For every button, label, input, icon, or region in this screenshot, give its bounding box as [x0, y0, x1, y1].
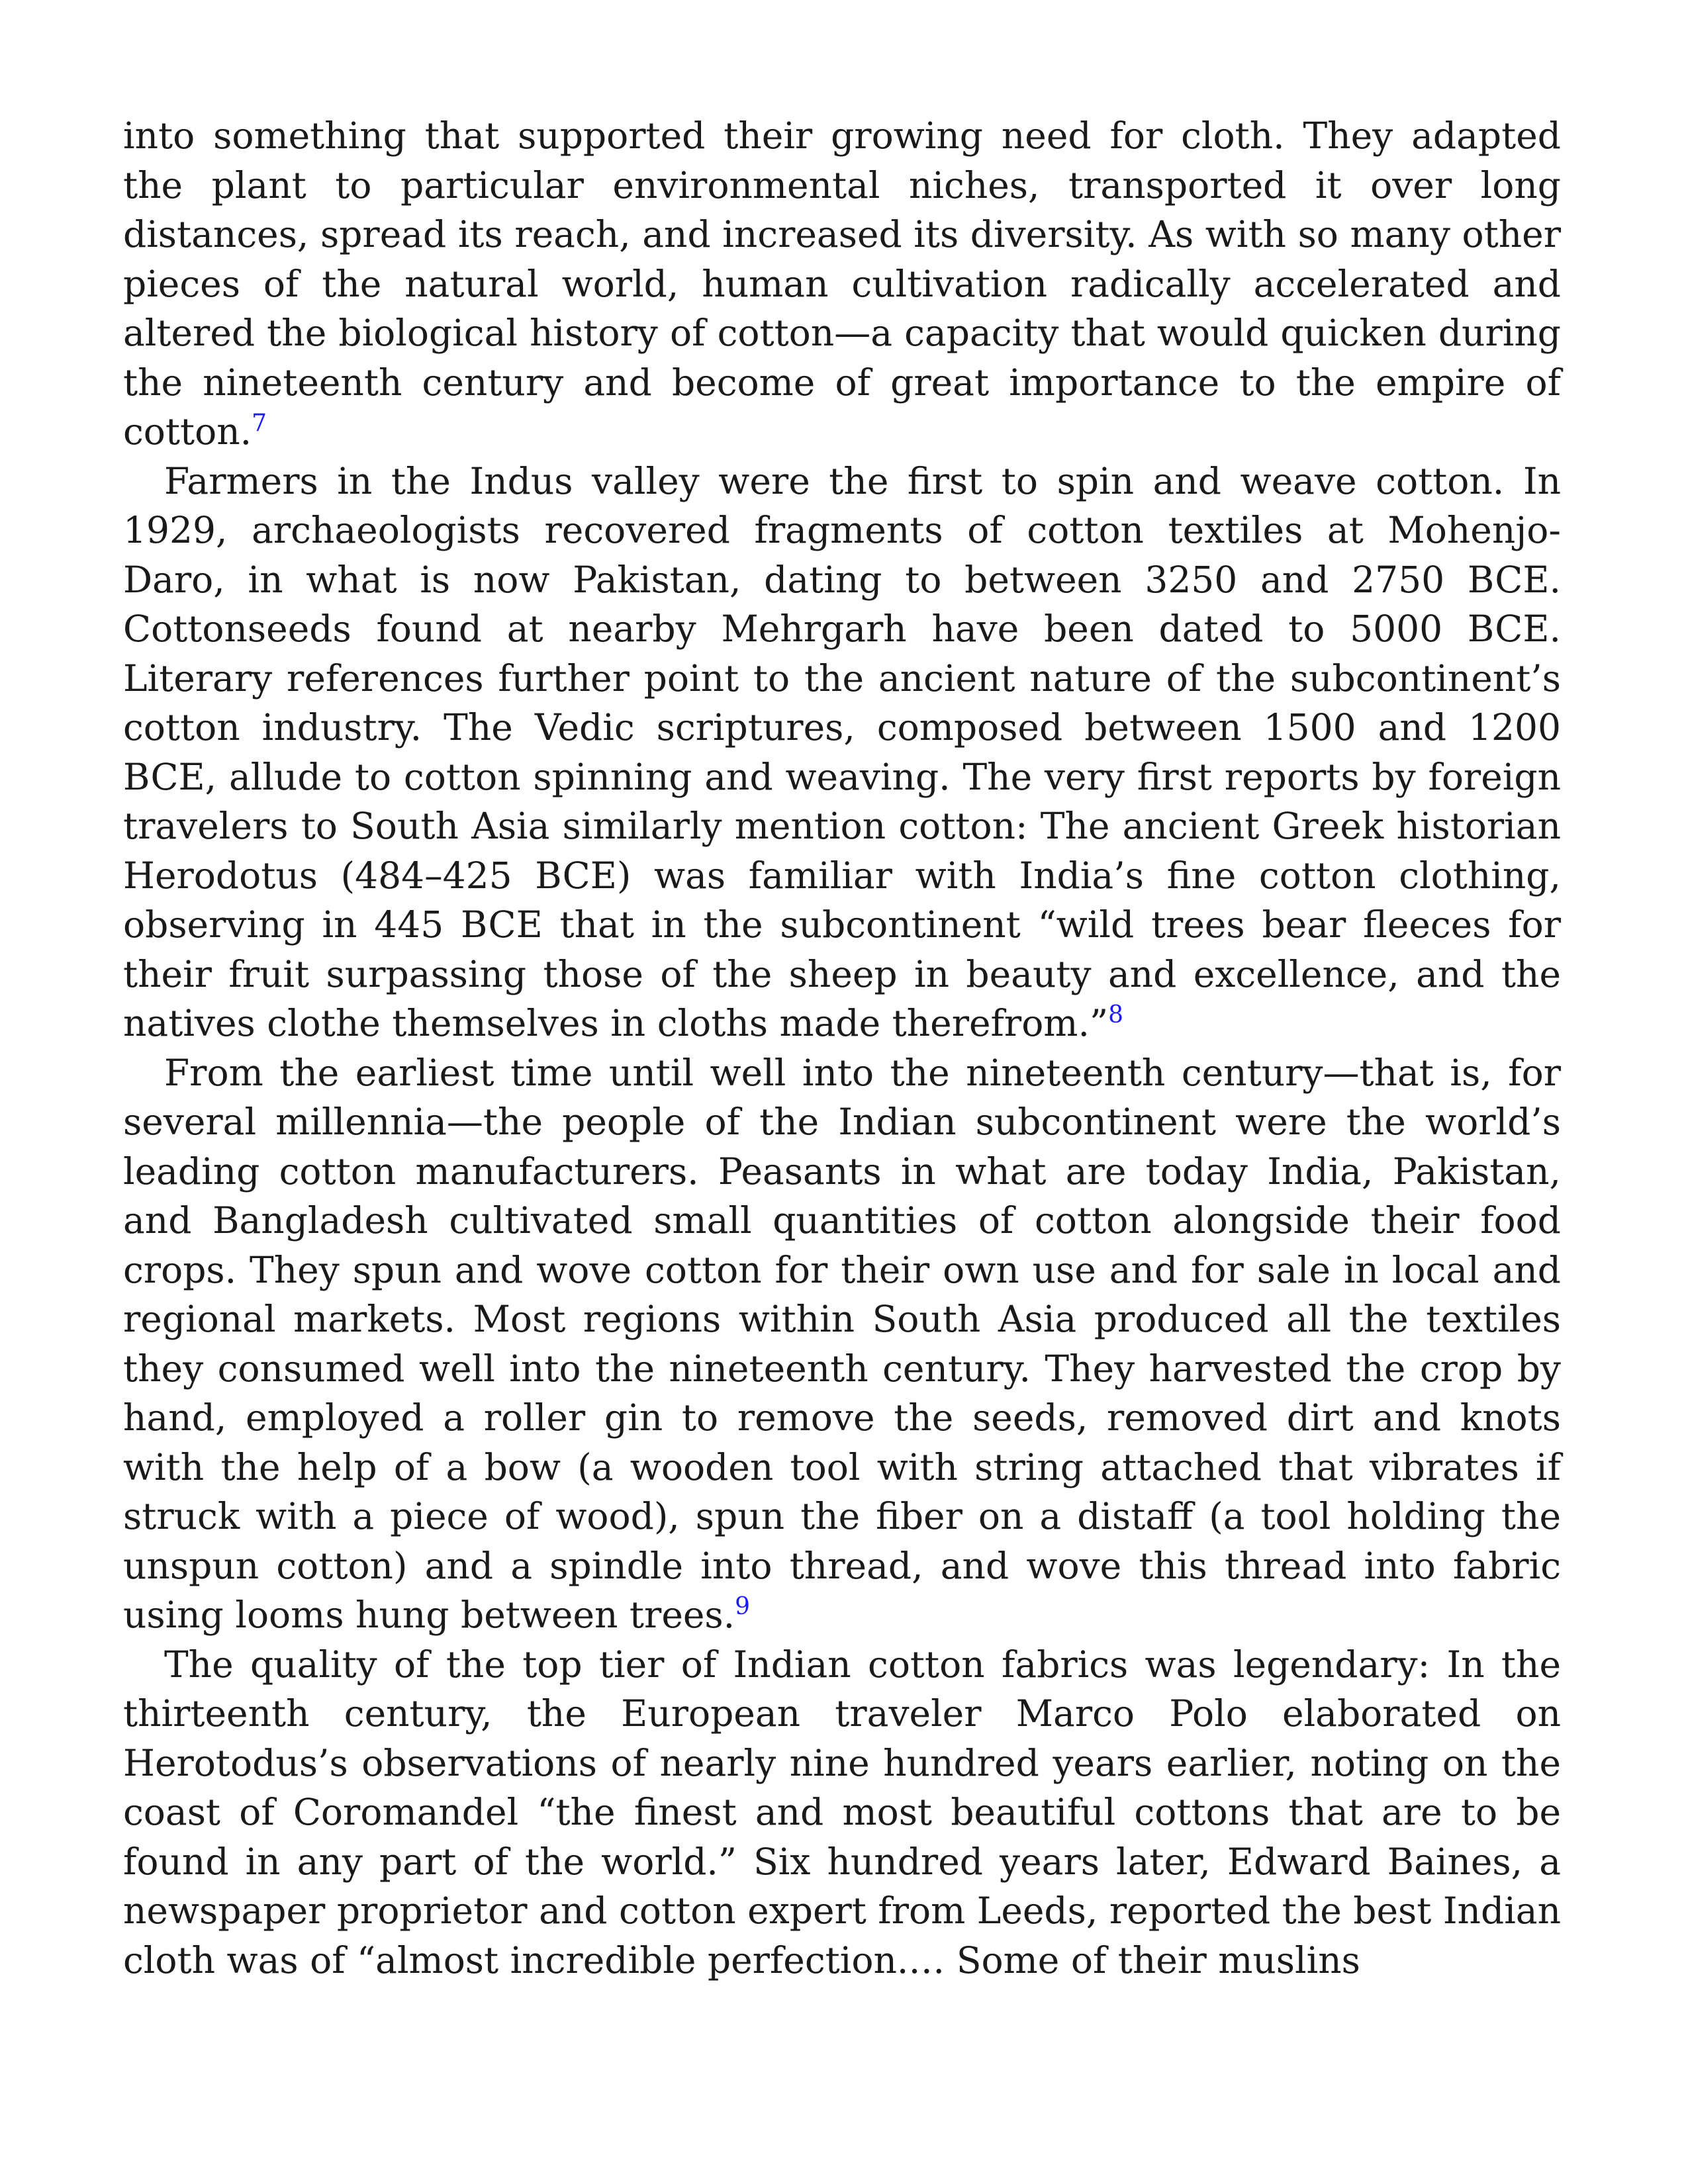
- document-page: [123, 111, 1561, 1985]
- paragraph-text: into something that supported their growing need for cloth. They adapted the plant to particular environmental niches, transported it over long distances, spread its reach, and increased its diversity. As with so many other pieces of the natural world, human cultivation radically accelerated and altered the biological history of cotton—a capacity that would quicken during the nineteenth century and become of great importance to the empire of cotton.: [123, 114, 1561, 453]
- paragraph-3: [123, 1048, 1561, 1640]
- paragraph-4: [123, 1640, 1561, 1985]
- paragraph-1: [123, 111, 1561, 457]
- footnote-link[interactable]: 8: [1108, 1001, 1123, 1028]
- footnote-link[interactable]: 9: [735, 1593, 751, 1620]
- paragraph-text: Farmers in the Indus valley were the first to spin and weave cotton. In 1929, archaeologists recovered fragments of cotton textiles at Mohenjo-Daro, in what is now Pakistan, dating to between 3250 and 2750 BCE. Cottonseeds found at nearby Mehrgarh have been dated to 5000 BCE. Literary references further point to the ancient nature of the subcontinent’s cotton industry. The Vedic scriptures, composed between 1500 and 1200 BCE, allude to cotton spinning and weaving. The very first reports by foreign travelers to South Asia similarly mention cotton: The ancient Greek historian Herodotus (484–425 BCE) was familiar with India’s fine cotton clothing, observing in 445 BCE that in the subcontinent “wild trees bear fleeces for their fruit surpassing those of the sheep in beauty and excellence, and the natives clothe themselves in cloths made therefrom.”: [123, 459, 1561, 1044]
- paragraph-text: From the earliest time until well into the nineteenth century—that is, for several millennia—the people of the Indian subcontinent were the world’s leading cotton manufacturers. Peasants in what are today India, Pakistan, and Bangladesh cultivated small quantities of cotton alongside their food crops. They spun and wove cotton for their own use and for sale in local and regional markets. Most regions within South Asia produced all the textiles they consumed well into the nineteenth century. They harvested the crop by hand, employed a roller gin to remove the seeds, removed dirt and knots with the help of a bow (a wooden tool with string attached that vibrates if struck with a piece of wood), spun the fiber on a distaff (a tool holding the unspun cotton) and a spindle into thread, and wove this thread into fabric using looms hung between trees.: [123, 1051, 1561, 1636]
- footnote-link[interactable]: 7: [252, 410, 267, 437]
- paragraph-2: [123, 457, 1561, 1048]
- paragraph-text: The quality of the top tier of Indian cotton fabrics was legendary: In the thirteenth century, the European traveler Marco Polo elaborated on Herotodus’s observations of nearly nine hundred years earlier, noting on the coast of Coromandel “the finest and most beautiful cottons that are to be found in any part of the world.” Six hundred years later, Edward Baines, a newspaper proprietor and cotton expert from Leeds, reported the best Indian cloth was of “almost incredible perfection.… Some of their muslins: [123, 1643, 1561, 1981]
